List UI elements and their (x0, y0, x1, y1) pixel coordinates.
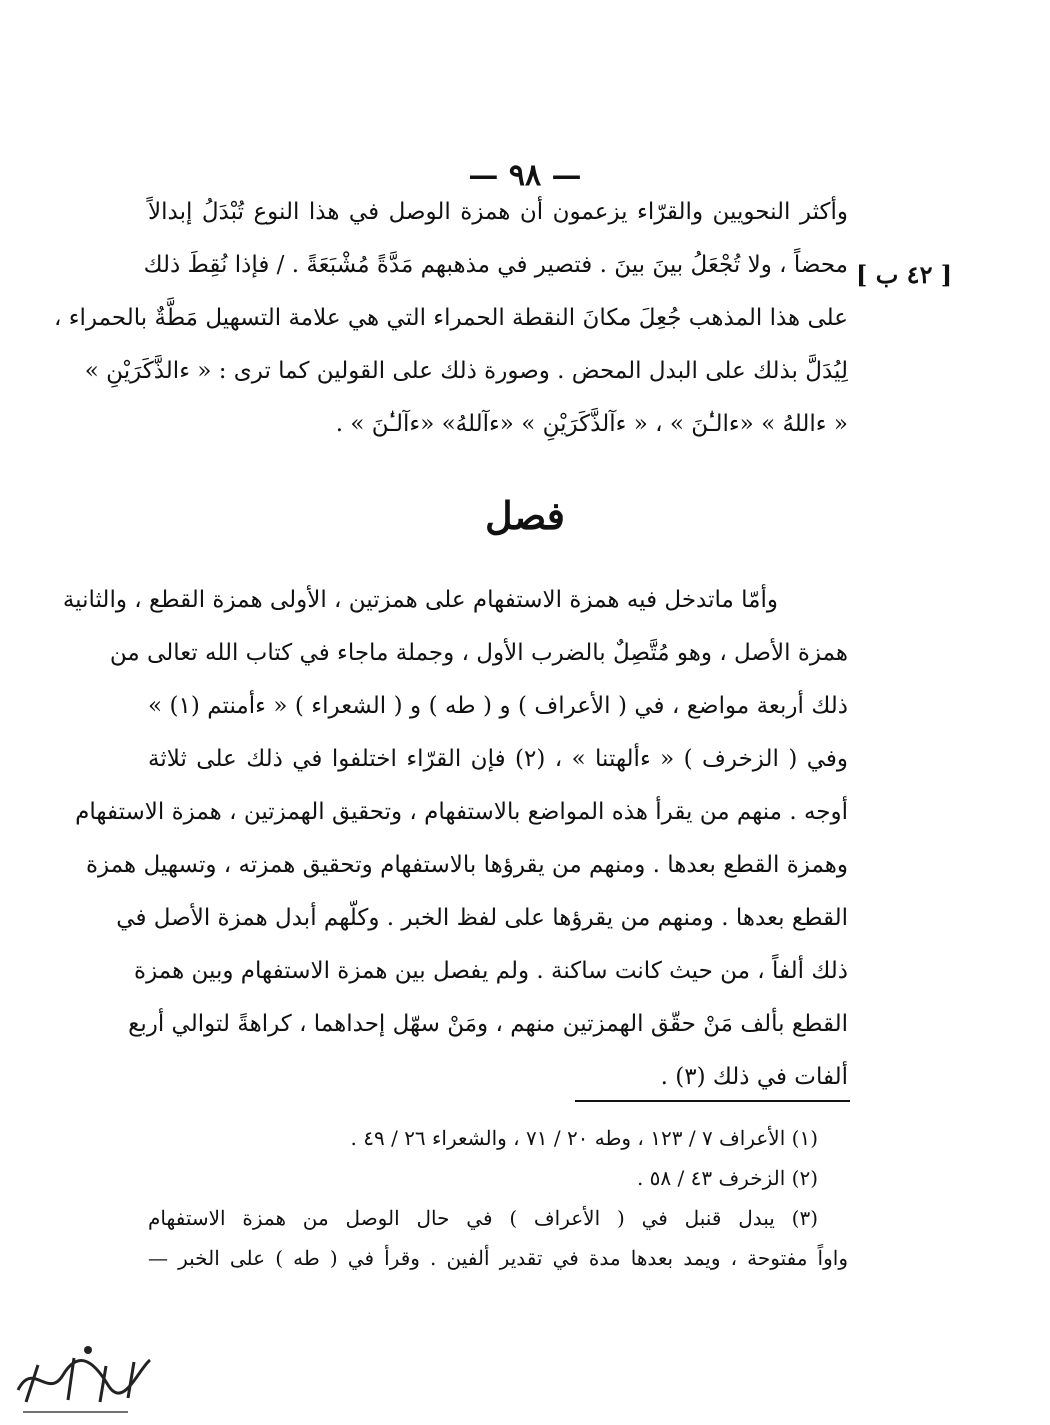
text-line: وأمّا ماتدخل فيه همزة الاستفهام على همزتين ، الأولى همزة القطع ، والثانية (62, 587, 778, 613)
text-line: محضاً ، ولا تُجْعَلُ بينَ بينَ . فتصير في مذهبهم مَدَّةً مُشْبَعَةً . / فإذا نُقِطَ ذلك (143, 252, 848, 278)
text-line: وفي ( الزخرف ) « ءألهتنا » ، (٢) فإن القرّاء اختلفوا في ذلك على ثلاثة (148, 746, 848, 772)
text-line: القطع بعدها . ومنهم من يقرؤها على لفظ الخبر . وكلّهم أبدل همزة الأصل في (116, 905, 848, 931)
footnote-divider (575, 1100, 850, 1102)
page-number: — ٩٨ — (468, 158, 582, 193)
intro-paragraph (53, 186, 848, 451)
text-line: ذلك أربعة مواضع ، في ( الأعراف ) و ( طه ) و ( الشعراء ) « ءأمنتم (١) » (148, 693, 848, 719)
library-stamp-logo (8, 1330, 158, 1420)
text-line: لِيُدَلَّ بذلك على البدل المحض . وصورة ذلك على القولين كما ترى : « ءالذَّكَرَيْنِ » (84, 358, 848, 384)
text-line: أوجه . منهم من يقرأ هذه المواضع بالاستفهام ، وتحقيق الهمزتين ، همزة الاستفهام (75, 799, 848, 825)
footnotes (148, 1118, 848, 1278)
margin-note: [ ٤٢ ب ] (856, 260, 953, 289)
text-line: همزة الأصل ، وهو مُتَّصِلٌ بالضرب الأول ، وجملة ماجاء في كتاب الله تعالى من (109, 640, 848, 666)
section-paragraph (62, 574, 848, 1104)
footnote: (٢) الزخرف ٤٣ / ٥٨ . (636, 1166, 818, 1190)
text-line: ألفات في ذلك (٣) . (660, 1064, 848, 1090)
footnote: (٣) يبدل قنبل في ( الأعراف ) في حال الوصل من همزة الاستفهام (148, 1206, 818, 1230)
footnote: (١) الأعراف ٧ / ١٢٣ ، وطه ٢٠ / ٧١ ، والشعراء ٢٦ / ٤٩ . (350, 1126, 818, 1150)
section-heading: فصل (485, 493, 565, 538)
text-line: القطع بألف مَنْ حقّق الهمزتين منهم ، ومَنْ سهّل إحداهما ، كراهةً لتوالي أربع (128, 1011, 848, 1037)
text-line: على هذا المذهب جُعِلَ مكانَ النقطة الحمراء التي هي علامة التسهيل مَطَّةٌ بالحمراء ، (53, 305, 848, 331)
text-line: « ءاللهُ » «ءالـٰٔنَ » ، « ءآلذَّكَرَيْنِ » «ءآللهُ» «ءآلـٰٔنَ » . (335, 411, 848, 437)
text-line: وهمزة القطع بعدها . ومنهم من يقرؤها بالاستفهام وتحقيق همزته ، وتسهيل همزة (86, 852, 848, 878)
footnote: واواً مفتوحة ، ويمد بعدها مدة في تقدير ألفين . وقرأ في ( طه ) على الخبر — (148, 1246, 848, 1270)
text-line: ذلك ألفاً ، من حيث كانت ساكنة . ولم يفصل بين همزة الاستفهام وبين همزة (134, 958, 848, 984)
text-line: وأكثر النحويين والقرّاء يزعمون أن همزة الوصل في هذا النوع تُبْدَلُ إبدالاً (148, 199, 848, 225)
